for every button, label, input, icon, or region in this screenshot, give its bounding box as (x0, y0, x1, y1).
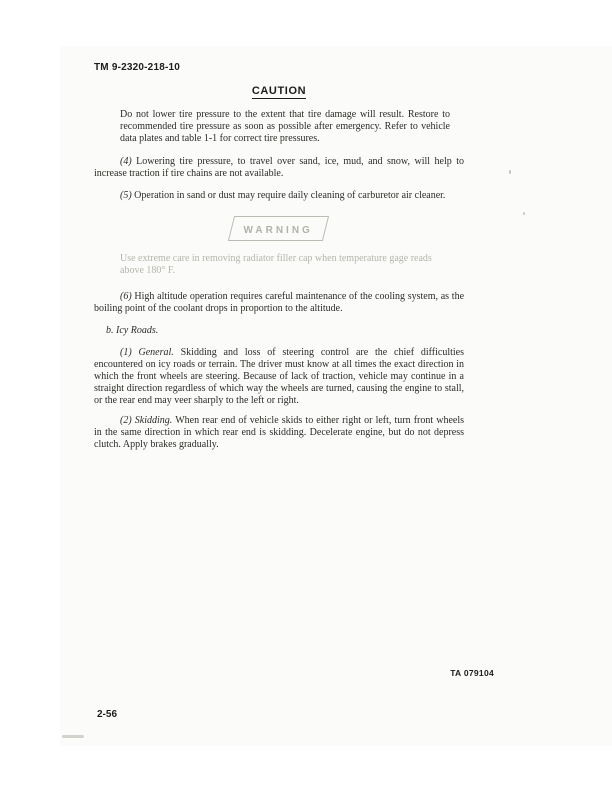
paragraph-6 (94, 291, 464, 315)
subparagraph-2-term: Skidding. (134, 415, 173, 426)
tm-number: TM 9-2320-218-10 (94, 62, 181, 73)
caution-heading: CAUTION (251, 85, 307, 97)
subparagraph-2 (94, 415, 464, 451)
warning-banner-label: WARNING (243, 225, 314, 236)
page-number: 2-56 (97, 709, 118, 720)
ta-illustration-number: TA 079104 (450, 668, 494, 678)
subparagraph-2-label: (2) (120, 415, 132, 426)
subparagraph-1-text: Skidding and loss of steering control are the chief difficulties encountered on icy roads or terrain. The driver must know at all times the exact direction in which the front wheels are steering. Because of lack of traction, vehicle may continue in a straight direction regardless of which way the wheels are turned, causing the engine to stall, or the rear end may veer sharply to the left or right. (94, 347, 465, 406)
section-b-label: b. (106, 325, 114, 336)
paragraph-5-label: (5) (120, 190, 132, 201)
paragraph-6-label: (6) (120, 291, 132, 302)
scan-smudge (62, 735, 84, 738)
paragraph-5-text: Operation in sand or dust may require daily cleaning of carburetor air cleaner. (134, 190, 446, 201)
warning-banner-row (94, 216, 464, 241)
caution-paragraph: Do not lower tire pressure to the extent that tire damage will result. Restore to recommended tire pressure as soon as possible after emergency. Refer to vehicle data plates and table 1-1 for correct tire pressures. (120, 109, 450, 144)
text-column (94, 62, 464, 451)
paragraph-4 (94, 156, 464, 180)
paragraph-5 (94, 190, 464, 202)
subparagraph-1 (94, 347, 464, 407)
scan-speck (523, 212, 525, 215)
warning-banner-box (228, 216, 330, 241)
paragraph-4-text: Lowering tire pressure, to travel over sand, ice, mud, and snow, will help to increase traction if tire chains are not available. (94, 156, 464, 179)
caution-heading-row (94, 81, 464, 99)
scan-speck (509, 170, 511, 174)
paragraph-4-label: (4) (120, 156, 132, 167)
section-b-title: Icy Roads. (116, 325, 159, 336)
section-b-heading (94, 325, 464, 337)
paragraph-6-text: High altitude operation requires careful maintenance of the cooling system, as the boiling point of the coolant drops in proportion to the altitude. (94, 291, 465, 314)
warning-paragraph: Use extreme care in removing radiator filler cap when temperature gage reads above 180° F. (120, 253, 432, 276)
subparagraph-1-term: General. (138, 347, 174, 358)
subparagraph-1-label: (1) (120, 347, 132, 358)
subparagraph-2-text: When rear end of vehicle skids to either right or left, turn front wheels in the same direction in which rear end is skidding. Decelerate engine, but do not depress clutch. Apply brakes gradually. (94, 415, 465, 450)
